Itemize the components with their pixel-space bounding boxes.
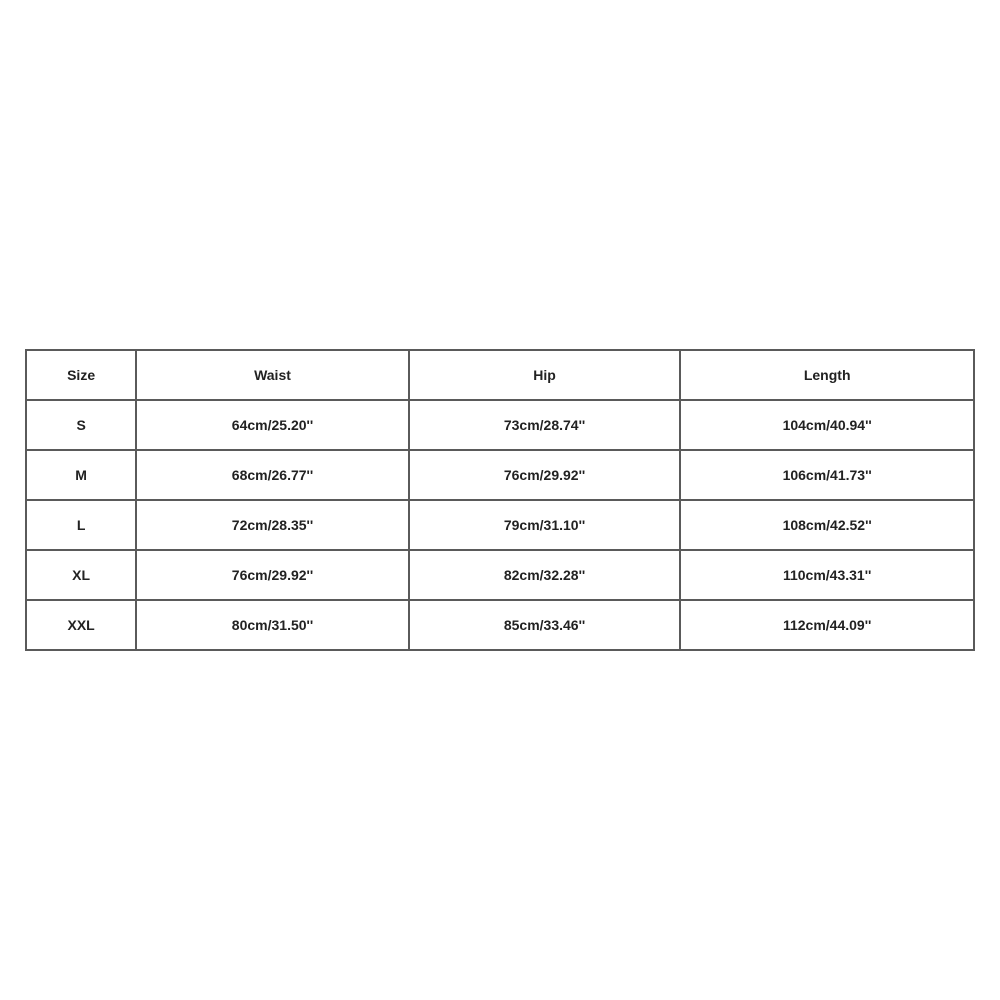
- table-row: [26, 400, 974, 450]
- cell-waist: 76cm/29.92'': [136, 550, 409, 600]
- cell-hip: 82cm/32.28'': [409, 550, 681, 600]
- table-row: [26, 450, 974, 500]
- cell-size: L: [26, 500, 136, 550]
- cell-hip: 85cm/33.46'': [409, 600, 681, 650]
- header-length: Length: [680, 350, 974, 400]
- table-row: [26, 500, 974, 550]
- cell-hip: 73cm/28.74'': [409, 400, 681, 450]
- cell-size: S: [26, 400, 136, 450]
- table-header-row: [26, 350, 974, 400]
- header-hip: Hip: [409, 350, 681, 400]
- cell-length: 112cm/44.09'': [680, 600, 974, 650]
- cell-length: 104cm/40.94'': [680, 400, 974, 450]
- cell-length: 110cm/43.31'': [680, 550, 974, 600]
- cell-length: 108cm/42.52'': [680, 500, 974, 550]
- table-row: [26, 550, 974, 600]
- cell-waist: 64cm/25.20'': [136, 400, 409, 450]
- cell-hip: 79cm/31.10'': [409, 500, 681, 550]
- cell-waist: 72cm/28.35'': [136, 500, 409, 550]
- cell-size: XL: [26, 550, 136, 600]
- cell-size: XXL: [26, 600, 136, 650]
- table-row: [26, 600, 974, 650]
- header-size: Size: [26, 350, 136, 400]
- size-chart-table: [25, 349, 975, 651]
- cell-size: M: [26, 450, 136, 500]
- cell-length: 106cm/41.73'': [680, 450, 974, 500]
- header-waist: Waist: [136, 350, 409, 400]
- cell-waist: 68cm/26.77'': [136, 450, 409, 500]
- cell-hip: 76cm/29.92'': [409, 450, 681, 500]
- cell-waist: 80cm/31.50'': [136, 600, 409, 650]
